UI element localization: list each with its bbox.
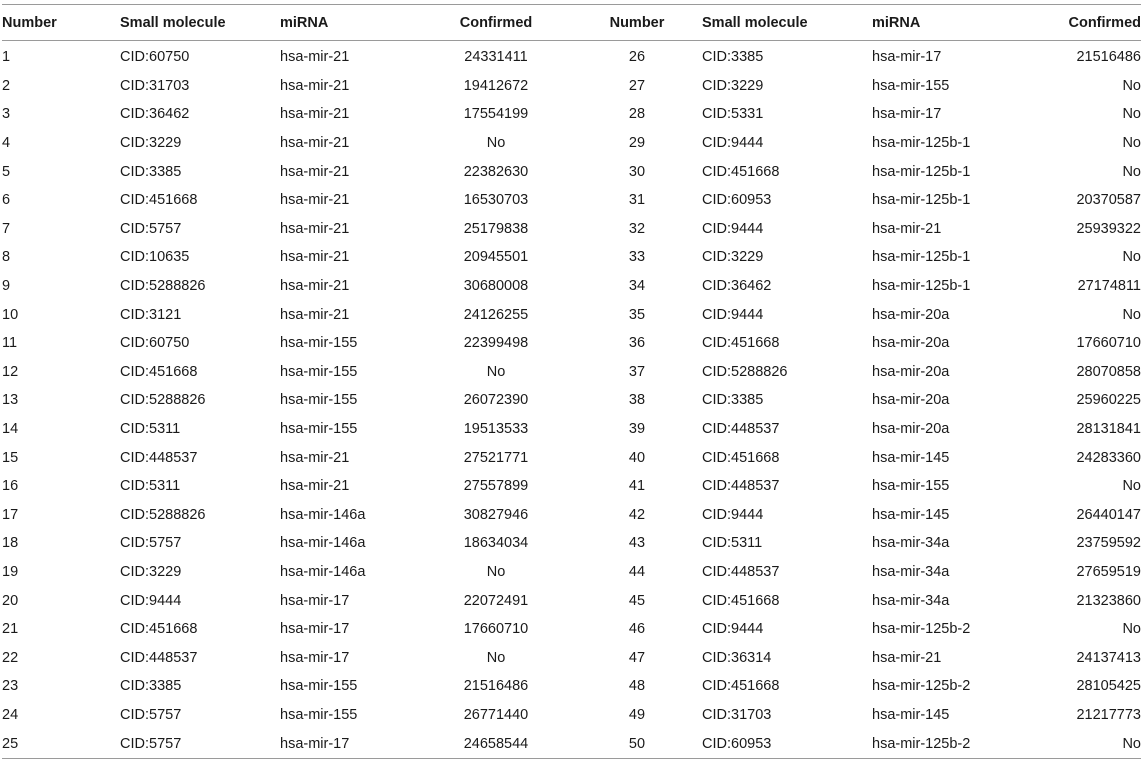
cell-number-2: 48 [628, 678, 646, 695]
cell-confirmed: 27521771 [463, 449, 529, 466]
header-mirna-2: miRNA [872, 14, 921, 31]
cell-mirna-2: hsa-mir-145 [872, 449, 950, 466]
cell-number: 15 [2, 449, 19, 466]
cell-confirmed-2: No [1122, 621, 1141, 638]
cell-small-molecule: CID:3229 [120, 135, 182, 152]
cell-small-molecule-2: CID:5288826 [702, 363, 788, 380]
small-molecule-mirna-table [2, 4, 1141, 759]
cell-confirmed-2: 28131841 [1076, 421, 1141, 438]
cell-number-2: 43 [628, 535, 646, 552]
cell-number-2: 45 [628, 592, 646, 609]
cell-small-molecule: CID:3121 [120, 306, 182, 323]
cell-number: 20 [2, 592, 19, 609]
header-row [2, 5, 1141, 41]
cell-confirmed: 24126255 [463, 306, 529, 323]
cell-number-2: 28 [628, 106, 646, 123]
cell-confirmed-2: No [1122, 478, 1141, 495]
cell-mirna-2: hsa-mir-17 [872, 49, 942, 66]
cell-mirna: hsa-mir-21 [280, 249, 350, 266]
cell-number: 13 [2, 392, 19, 409]
cell-number-2: 40 [628, 449, 646, 466]
table-row [2, 615, 1141, 644]
cell-small-molecule-2: CID:36314 [702, 649, 772, 666]
cell-mirna: hsa-mir-21 [280, 192, 350, 209]
table-row [2, 329, 1141, 358]
header-number-2: Number [609, 14, 665, 31]
cell-small-molecule: CID:10635 [120, 249, 190, 266]
cell-confirmed: 24331411 [464, 49, 528, 66]
cell-confirmed-2: No [1122, 735, 1141, 752]
header-number: Number [2, 14, 57, 31]
cell-mirna: hsa-mir-21 [280, 135, 350, 152]
table-row [2, 300, 1141, 329]
cell-number-2: 50 [628, 735, 646, 752]
cell-confirmed-2: 21323860 [1076, 592, 1141, 609]
cell-confirmed: 30680008 [463, 278, 529, 295]
cell-mirna-2: hsa-mir-21 [872, 649, 942, 666]
cell-mirna: hsa-mir-17 [280, 621, 350, 638]
cell-small-molecule-2: CID:9444 [702, 306, 764, 323]
cell-mirna: hsa-mir-155 [280, 706, 358, 723]
cell-confirmed-2: No [1122, 135, 1141, 152]
cell-small-molecule: CID:451668 [120, 363, 198, 380]
cell-number: 9 [2, 278, 11, 295]
cell-confirmed: No [486, 649, 506, 666]
table-row [2, 386, 1141, 415]
cell-small-molecule-2: CID:5311 [702, 535, 763, 552]
cell-confirmed: No [486, 363, 506, 380]
cell-number: 19 [2, 563, 19, 580]
cell-confirmed: 18634034 [463, 535, 529, 552]
cell-mirna-2: hsa-mir-145 [872, 506, 950, 523]
cell-confirmed-2: 25939322 [1076, 220, 1141, 237]
cell-number-2: 26 [628, 49, 646, 66]
cell-confirmed: 25179838 [463, 220, 529, 237]
table-row [2, 100, 1141, 129]
cell-number: 8 [2, 249, 11, 266]
cell-number: 22 [2, 649, 19, 666]
cell-confirmed: 24658544 [463, 735, 529, 752]
cell-confirmed: 22399498 [463, 335, 529, 352]
table-row [2, 586, 1141, 615]
cell-mirna-2: hsa-mir-20a [872, 363, 950, 380]
cell-number: 12 [2, 363, 19, 380]
cell-small-molecule: CID:31703 [120, 77, 190, 94]
cell-small-molecule-2: CID:3229 [702, 77, 764, 94]
cell-small-molecule-2: CID:448537 [702, 563, 780, 580]
table-row [2, 472, 1141, 501]
cell-confirmed-2: 21217773 [1076, 706, 1141, 723]
cell-number-2: 32 [628, 220, 646, 237]
cell-small-molecule-2: CID:3229 [702, 249, 764, 266]
cell-small-molecule: CID:448537 [120, 649, 198, 666]
cell-confirmed: 22072491 [463, 592, 529, 609]
table-row [2, 272, 1141, 301]
cell-mirna-2: hsa-mir-34a [872, 563, 950, 580]
cell-mirna-2: hsa-mir-125b-2 [872, 735, 971, 752]
cell-small-molecule: CID:3229 [120, 563, 182, 580]
cell-confirmed: 17554199 [463, 106, 529, 123]
table-row [2, 243, 1141, 272]
cell-number: 25 [2, 735, 19, 752]
table-row [2, 72, 1141, 101]
cell-mirna-2: hsa-mir-17 [872, 106, 942, 123]
cell-number-2: 36 [628, 335, 646, 352]
cell-confirmed: No [486, 135, 506, 152]
cell-small-molecule: CID:451668 [120, 621, 198, 638]
cell-confirmed-2: 24137413 [1076, 649, 1141, 666]
table-row [2, 41, 1141, 72]
cell-small-molecule: CID:60750 [120, 335, 190, 352]
cell-small-molecule: CID:3385 [120, 163, 182, 180]
cell-confirmed-2: 28070858 [1076, 363, 1141, 380]
cell-mirna: hsa-mir-21 [280, 49, 350, 66]
cell-mirna-2: hsa-mir-125b-1 [872, 278, 971, 295]
cell-confirmed-2: 24283360 [1076, 449, 1141, 466]
cell-number: 23 [2, 678, 19, 695]
cell-confirmed-2: No [1122, 77, 1141, 94]
cell-confirmed-2: No [1122, 163, 1141, 180]
cell-mirna-2: hsa-mir-125b-1 [872, 163, 971, 180]
cell-number: 18 [2, 535, 19, 552]
header-mirna: miRNA [280, 14, 329, 31]
table-row [2, 529, 1141, 558]
table-row [2, 186, 1141, 215]
cell-mirna: hsa-mir-155 [280, 392, 358, 409]
cell-confirmed-2: No [1122, 249, 1141, 266]
cell-mirna-2: hsa-mir-125b-1 [872, 192, 971, 209]
cell-mirna: hsa-mir-155 [280, 421, 358, 438]
cell-mirna-2: hsa-mir-20a [872, 392, 950, 409]
cell-number-2: 38 [628, 392, 646, 409]
cell-small-molecule-2: CID:60953 [702, 735, 772, 752]
table-row [2, 415, 1141, 444]
cell-number: 4 [2, 135, 11, 152]
table-row [2, 672, 1141, 701]
cell-mirna: hsa-mir-17 [280, 592, 350, 609]
cell-number-2: 29 [628, 135, 646, 152]
cell-small-molecule: CID:3385 [120, 678, 182, 695]
cell-number: 10 [2, 306, 19, 323]
cell-small-molecule-2: CID:451668 [702, 678, 780, 695]
cell-small-molecule-2: CID:9444 [702, 135, 764, 152]
cell-small-molecule: CID:5288826 [120, 392, 206, 409]
cell-small-molecule: CID:5757 [120, 535, 182, 552]
cell-small-molecule: CID:448537 [120, 449, 198, 466]
cell-number: 14 [2, 421, 19, 438]
cell-number: 2 [2, 77, 11, 94]
cell-confirmed-2: 21516486 [1076, 49, 1141, 66]
cell-small-molecule: CID:5288826 [120, 278, 206, 295]
table-row [2, 558, 1141, 587]
cell-small-molecule: CID:5311 [120, 421, 181, 438]
cell-confirmed-2: 25960225 [1076, 392, 1141, 409]
table-row [2, 729, 1141, 758]
cell-small-molecule-2: CID:448537 [702, 421, 780, 438]
cell-confirmed-2: 17660710 [1076, 335, 1141, 352]
cell-confirmed: 27557899 [463, 478, 529, 495]
cell-number-2: 31 [628, 192, 646, 209]
table-row [2, 129, 1141, 158]
cell-number-2: 33 [628, 249, 646, 266]
cell-small-molecule-2: CID:451668 [702, 163, 780, 180]
cell-mirna: hsa-mir-21 [280, 220, 350, 237]
cell-mirna: hsa-mir-21 [280, 478, 350, 495]
cell-confirmed-2: 23759592 [1076, 535, 1141, 552]
cell-small-molecule: CID:5311 [120, 478, 181, 495]
cell-mirna-2: hsa-mir-20a [872, 335, 950, 352]
table-row [2, 215, 1141, 244]
cell-number: 17 [2, 506, 19, 523]
cell-mirna-2: hsa-mir-155 [872, 478, 950, 495]
cell-mirna: hsa-mir-155 [280, 335, 358, 352]
cell-number-2: 46 [628, 621, 646, 638]
cell-confirmed: 26771440 [463, 706, 529, 723]
cell-small-molecule: CID:5757 [120, 735, 182, 752]
cell-number-2: 39 [628, 421, 646, 438]
cell-small-molecule-2: CID:31703 [702, 706, 772, 723]
cell-small-molecule-2: CID:3385 [702, 392, 764, 409]
cell-number: 3 [2, 106, 11, 123]
cell-mirna: hsa-mir-21 [280, 77, 350, 94]
header-small-molecule: Small molecule [120, 14, 226, 31]
cell-number-2: 41 [628, 478, 646, 495]
cell-small-molecule-2: CID:451668 [702, 592, 780, 609]
cell-small-molecule-2: CID:9444 [702, 506, 764, 523]
cell-mirna: hsa-mir-155 [280, 363, 358, 380]
cell-confirmed-2: No [1122, 106, 1141, 123]
table-row [2, 443, 1141, 472]
cell-mirna-2: hsa-mir-21 [872, 220, 942, 237]
cell-confirmed: 19513533 [463, 421, 529, 438]
cell-confirmed: 17660710 [463, 621, 529, 638]
cell-mirna: hsa-mir-17 [280, 735, 350, 752]
table-row [2, 358, 1141, 387]
cell-small-molecule: CID:9444 [120, 592, 182, 609]
cell-mirna-2: hsa-mir-125b-1 [872, 249, 971, 266]
cell-mirna-2: hsa-mir-34a [872, 535, 950, 552]
cell-number-2: 35 [628, 306, 646, 323]
cell-confirmed-2: 28105425 [1076, 678, 1141, 695]
cell-confirmed: No [486, 563, 506, 580]
cell-number: 11 [2, 335, 18, 352]
cell-small-molecule-2: CID:60953 [702, 192, 772, 209]
table-row [2, 643, 1141, 672]
cell-small-molecule-2: CID:5331 [702, 106, 764, 123]
cell-mirna-2: hsa-mir-125b-2 [872, 621, 971, 638]
cell-number-2: 27 [628, 77, 646, 94]
cell-confirmed: 26072390 [463, 392, 529, 409]
cell-number: 24 [2, 706, 19, 723]
cell-mirna: hsa-mir-21 [280, 449, 350, 466]
cell-mirna-2: hsa-mir-155 [872, 77, 950, 94]
cell-number-2: 49 [628, 706, 646, 723]
cell-confirmed: 16530703 [463, 192, 529, 209]
cell-small-molecule-2: CID:9444 [702, 220, 764, 237]
cell-number-2: 42 [628, 506, 646, 523]
cell-number: 5 [2, 163, 11, 180]
cell-confirmed-2: 27659519 [1076, 563, 1141, 580]
table-row [2, 701, 1141, 730]
header-confirmed-2: Confirmed [1068, 14, 1141, 31]
table-row [2, 501, 1141, 530]
cell-confirmed: 19412672 [463, 77, 529, 94]
cell-confirmed-2: No [1122, 306, 1141, 323]
cell-confirmed: 21516486 [463, 678, 529, 695]
cell-small-molecule-2: CID:9444 [702, 621, 764, 638]
cell-mirna: hsa-mir-146a [280, 535, 366, 552]
cell-mirna-2: hsa-mir-20a [872, 421, 950, 438]
cell-small-molecule-2: CID:36462 [702, 278, 772, 295]
cell-confirmed: 20945501 [463, 249, 529, 266]
cell-small-molecule-2: CID:3385 [702, 49, 764, 66]
cell-number-2: 30 [628, 163, 646, 180]
cell-small-molecule: CID:5288826 [120, 506, 206, 523]
cell-small-molecule: CID:36462 [120, 106, 190, 123]
cell-number: 6 [2, 192, 11, 209]
cell-confirmed-2: 27174811 [1077, 278, 1141, 295]
cell-mirna-2: hsa-mir-34a [872, 592, 950, 609]
cell-small-molecule: CID:451668 [120, 192, 198, 209]
cell-mirna-2: hsa-mir-125b-2 [872, 678, 971, 695]
cell-number-2: 37 [628, 363, 646, 380]
cell-mirna-2: hsa-mir-20a [872, 306, 950, 323]
cell-mirna: hsa-mir-21 [280, 306, 350, 323]
cell-number-2: 34 [628, 278, 646, 295]
cell-mirna: hsa-mir-21 [280, 106, 350, 123]
cell-number-2: 47 [628, 649, 646, 666]
cell-mirna: hsa-mir-21 [280, 163, 350, 180]
cell-mirna: hsa-mir-146a [280, 563, 366, 580]
cell-confirmed: 22382630 [463, 163, 529, 180]
cell-small-molecule: CID:60750 [120, 49, 190, 66]
cell-number: 16 [2, 478, 19, 495]
cell-mirna: hsa-mir-146a [280, 506, 366, 523]
cell-small-molecule-2: CID:451668 [702, 335, 780, 352]
cell-small-molecule-2: CID:448537 [702, 478, 780, 495]
header-small-molecule-2: Small molecule [702, 14, 808, 31]
cell-mirna-2: hsa-mir-145 [872, 706, 950, 723]
cell-number: 7 [2, 220, 11, 237]
cell-number: 1 [2, 49, 11, 66]
cell-mirna: hsa-mir-17 [280, 649, 350, 666]
cell-mirna-2: hsa-mir-125b-1 [872, 135, 971, 152]
cell-mirna: hsa-mir-155 [280, 678, 358, 695]
cell-confirmed-2: 20370587 [1076, 192, 1141, 209]
cell-small-molecule-2: CID:451668 [702, 449, 780, 466]
cell-small-molecule: CID:5757 [120, 706, 182, 723]
cell-mirna: hsa-mir-21 [280, 278, 350, 295]
cell-confirmed: 30827946 [463, 506, 529, 523]
table-row [2, 157, 1141, 186]
cell-number-2: 44 [628, 563, 646, 580]
cell-number: 21 [2, 621, 19, 638]
cell-small-molecule: CID:5757 [120, 220, 182, 237]
cell-confirmed-2: 26440147 [1076, 506, 1141, 523]
table-container [2, 4, 1141, 759]
header-confirmed: Confirmed [459, 14, 533, 31]
